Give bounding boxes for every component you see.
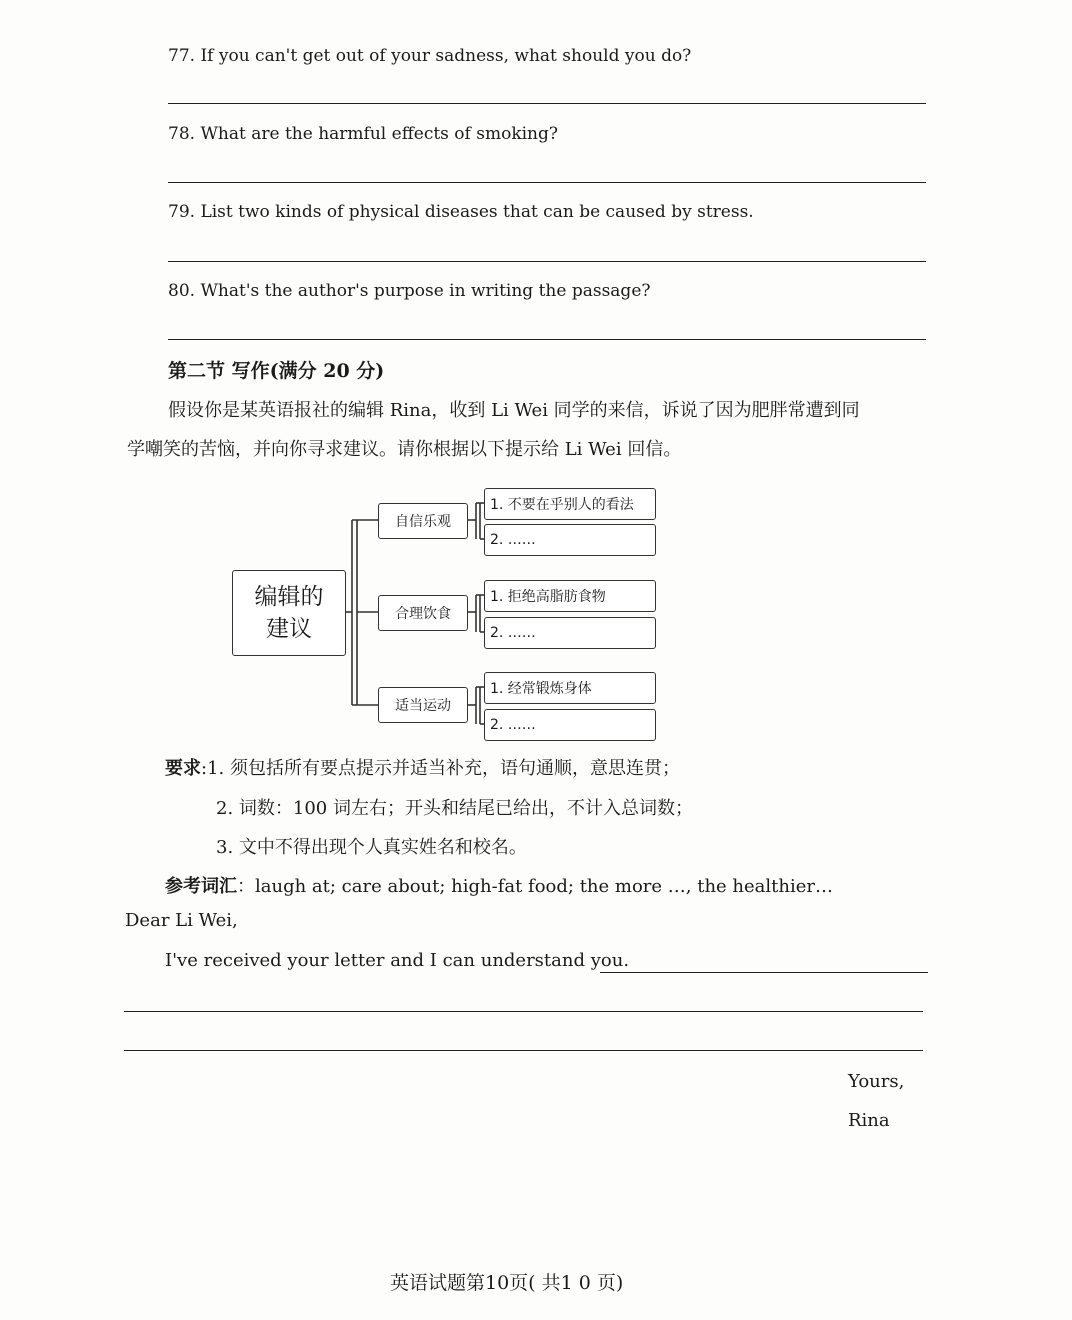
requirements-colon: : [201,758,208,779]
branch-confidence-item-1: 1. 不要在乎别人的看法 [484,488,656,520]
vocab-label: 参考词汇 [165,876,237,897]
branch-diet: 合理饮食 [378,595,468,631]
branch-confidence-item-2: 2. …… [484,524,656,556]
question-text: What are the harmful effects of smoking? [200,124,559,144]
letter-closing: Yours, [848,1071,905,1092]
question-number: 80. [168,281,196,301]
section-title: 第二节 写作(满分 20 分) [168,360,385,382]
mindmap-root [232,570,346,656]
requirements-label: 要求 [165,758,201,779]
page-footer: 英语试题第10页( 共1 0 页) [390,1272,624,1294]
question-number: 77. [168,46,196,66]
branch-exercise: 适当运动 [378,687,468,723]
branch-diet-item-2: 2. …… [484,617,656,649]
prompt-line-1: 假设你是某英语报社的编辑 Rina，收到 Li Wei 同学的来信，诉说了因为肥胖常遭到同 [168,400,860,421]
branch-exercise-item-1: 1. 经常锻炼身体 [484,672,656,704]
requirements-item-1 [165,754,680,780]
root-text-line-1: 编辑的 [254,584,324,610]
vocab-text: ：laugh at; care about; high-fat food; the more …, the healthier… [237,876,834,897]
reference-vocab [165,872,833,898]
letter-signature: Rina [848,1110,890,1131]
letter-opening: I've received your letter and I can understand you. [165,950,630,971]
requirement-text: 1. 须包括所有要点提示并适当补充，语句通顺，意思连贯； [207,758,680,779]
question-number: 79. [168,202,196,222]
root-text-line-2: 建议 [266,616,312,642]
letter-greeting: Dear Li Wei, [125,910,238,931]
question-number: 78. [168,124,196,144]
question-text: List two kinds of physical diseases that can be caused by stress. [200,202,754,222]
writing-line-2[interactable] [124,1011,923,1012]
requirements-item-3: 3. 文中不得出现个人真实姓名和校名。 [216,837,527,858]
question-text: If you can't get out of your sadness, what should you do? [200,46,692,66]
writing-line-3[interactable] [124,1050,923,1051]
writing-line-1[interactable] [600,972,928,973]
requirements-item-2: 2. 词数：100 词左右；开头和结尾已给出，不计入总词数； [216,798,693,819]
branch-confidence: 自信乐观 [378,503,468,539]
branch-diet-item-1: 1. 拒绝高脂肪食物 [484,580,656,612]
branch-exercise-item-2: 2. …… [484,709,656,741]
question-text: What's the author's purpose in writing the passage? [200,281,651,301]
prompt-line-2: 学嘲笑的苦恼，并向你寻求建议。请你根据以下提示给 Li Wei 回信。 [127,439,682,460]
